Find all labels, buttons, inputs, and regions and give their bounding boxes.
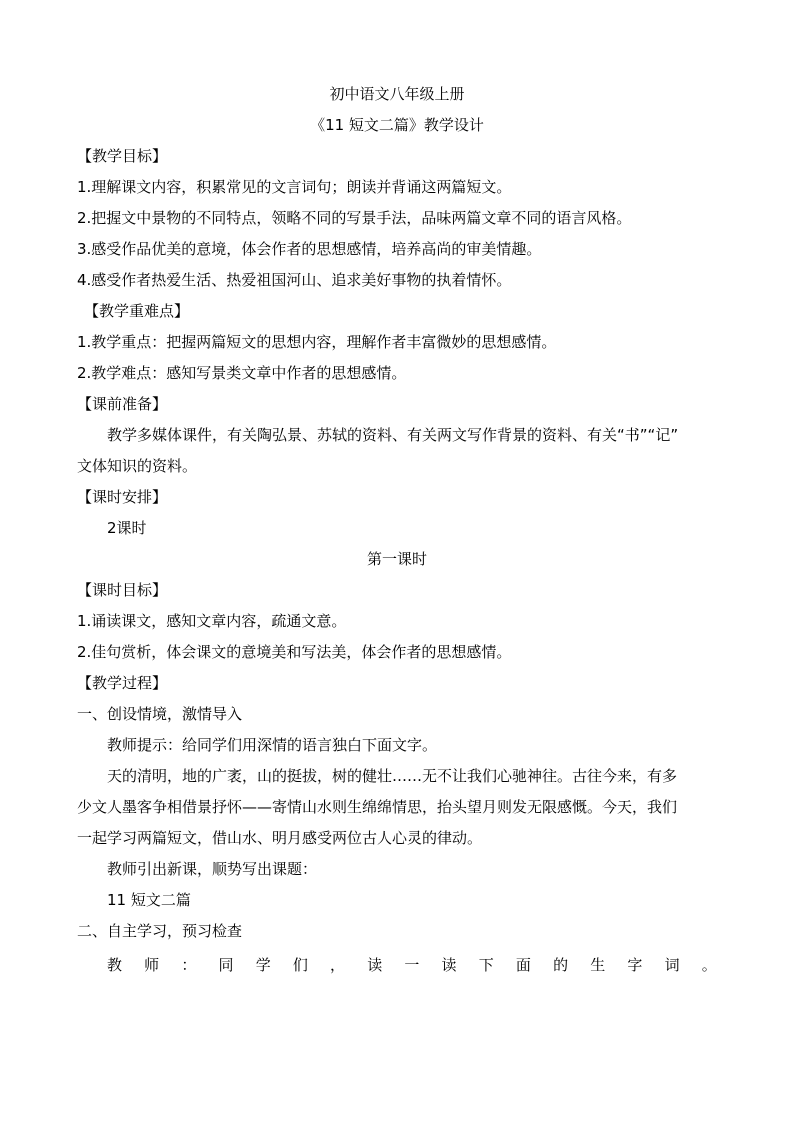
- char: ，: [330, 956, 346, 974]
- objective-item: 4.感受作者热爱生活、热爱祖国河山、追求美好事物的执着情怀。: [77, 271, 512, 289]
- step-two-title: 二、自主学习，预习检查: [77, 922, 243, 940]
- char: 学: [255, 956, 271, 974]
- preparation-text: 文体知识的资料。: [77, 457, 198, 475]
- char: 一: [404, 956, 420, 974]
- preparation-heading: 【课前准备】: [77, 395, 168, 413]
- char: 生: [590, 956, 606, 974]
- schedule-heading: 【课时安排】: [77, 488, 168, 506]
- schedule-value: 2课时: [107, 519, 147, 537]
- period-objective-item: 2.佳句赏析，体会课文的意境美和写法美，体会作者的思想感情。: [77, 643, 512, 661]
- objectives-heading: 【教学目标】: [77, 147, 168, 165]
- step-one-title: 一、创设情境，激情导入: [77, 705, 243, 723]
- preparation-text: 教学多媒体课件，有关陶弘景、苏轼的资料、有关两文写作背景的资料、有关“书”“记”: [107, 426, 679, 444]
- objective-item: 2.把握文中景物的不同特点，领略不同的写景手法，品味两篇文章不同的语言风格。: [77, 209, 632, 227]
- passage-text: 一起学习两篇短文，借山水、明月感受两位古人心灵的律动。: [77, 829, 483, 847]
- char: ：: [181, 956, 197, 974]
- key-point-item: 2.教学难点：感知写景类文章中作者的思想感情。: [77, 364, 407, 382]
- textbook-title: 初中语文八年级上册: [329, 85, 465, 103]
- char: 同: [218, 956, 234, 974]
- char: 词: [664, 956, 680, 974]
- char: 字: [627, 956, 643, 974]
- teacher-hint: 教师提示：给同学们用深情的语言独白下面文字。: [107, 736, 438, 754]
- teacher-intro: 教师引出新课，顺势写出课题：: [107, 860, 318, 878]
- process-heading: 【教学过程】: [77, 674, 168, 692]
- char: 面: [515, 956, 531, 974]
- key-points-heading: 【教学重难点】: [84, 302, 190, 320]
- lesson-label: 11 短文二篇: [107, 891, 191, 909]
- char: 。: [701, 956, 717, 974]
- passage-text: 天的清明，地的广袤，山的挺拔，树的健壮……无不让我们心驰神往。古往今来，有多: [107, 767, 678, 785]
- char: 的: [553, 956, 569, 974]
- key-point-item: 1.教学重点：把握两篇短文的思想内容，理解作者丰富微妙的思想感情。: [77, 333, 557, 351]
- char: 读: [441, 956, 457, 974]
- char: 教: [107, 956, 123, 974]
- char: 师: [144, 956, 160, 974]
- objective-item: 1.理解课文内容，积累常见的文言词句；朗读并背诵这两篇短文。: [77, 178, 512, 196]
- period-objective-item: 1.诵读课文，感知文章内容，疏通文意。: [77, 612, 347, 630]
- period-objectives-heading: 【课时目标】: [77, 581, 168, 599]
- char: 读: [367, 956, 383, 974]
- passage-text: 少文人墨客争相借景抒怀——寄情山水则生绵绵情思，抬头望月则发无限感慨。今天，我们: [77, 798, 678, 816]
- lesson-title: 《11 短文二篇》教学设计: [310, 116, 484, 134]
- char: 下: [478, 956, 494, 974]
- justified-teacher-line: [107, 955, 717, 975]
- period-title: 第一课时: [366, 550, 427, 568]
- objective-item: 3.感受作品优美的意境，体会作者的思想感情，培养高尚的审美情趣。: [77, 240, 542, 258]
- char: 们: [292, 956, 308, 974]
